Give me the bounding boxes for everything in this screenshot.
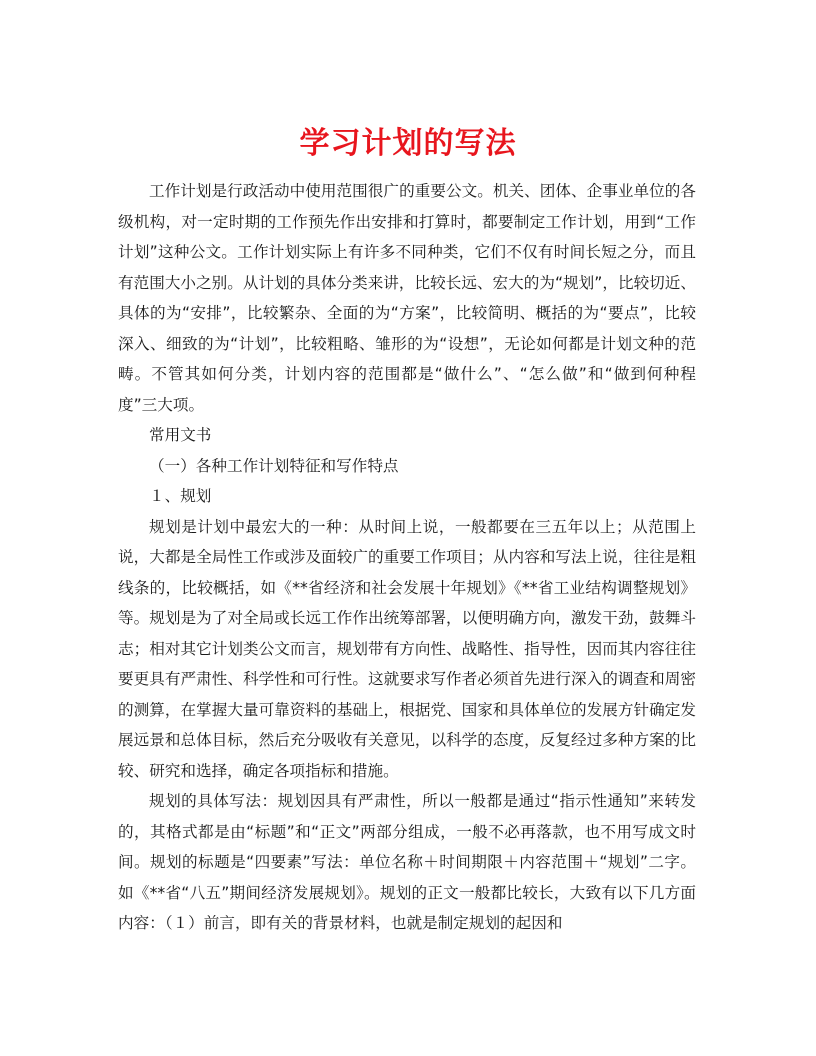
section-heading: （一）各种工作计划特征和写作特点 [149, 456, 399, 475]
document-title: 学习计划的写法 [299, 126, 517, 162]
planning-paragraph: 规划是计划中最宏大的一种：从时间上说，一般都要在三五年以上；从范围上说，大都是全局性工作或涉及面较广的重要工作项目；从内容和写法上说，往往是粗线条的，比较概括，如《**省经济和社会发展十年规划》《**省工业结构调整规划》等。规划是为了对全局或长远工作作出统筹部署，以便明确方向，激发干劲，鼓舞斗志；相对其它计划类公文而言，规划带有方向性、战略性、指导性，因而其内容往往要更具有严肃性、科学性和可行性。这就要求写作者必须首先进行深入的调查和周密的测算，在掌握大量可靠资料的基础上，根据党、国家和具体单位的发展方针确定发展远景和总体目标，然后充分吸收有关意见，以科学的态度，反复经过多种方案的比较、研究和选择，确定各项指标和措施。 [118, 517, 696, 780]
intro-paragraph: 工作计划是行政活动中使用范围很广的重要公文。机关、团体、企事业单位的各级机构，对一定时期的工作预先作出安排和打算时，都要制定工作计划，用到“工作计划”这种公文。工作计划实际上有许多不同种类，它们不仅有时间长短之分，而且有范围大小之别。从计划的具体分类来讲，比较长远、宏大的为“规划”，比较切近、具体的为“安排”，比较繁杂、全面的为“方案”，比较简明、概括的为“要点”，比较深入、细致的为“计划”，比较粗略、雏形的为“设想”，无论如何都是计划文种的范畴。不管其如何分类，计划内容的范围都是“做什么”、“怎么做”和“做到何种程度”三大项。 [118, 182, 696, 414]
subsection-heading: １、规划 [149, 487, 212, 505]
document-body [118, 176, 696, 939]
section-label: 常用文书 [149, 426, 212, 444]
planning-writing-paragraph: 规划的具体写法：规划因具有严肃性，所以一般都是通过“指示性通知”来转发的，其格式都是由“标题”和“正文”两部分组成，一般不必再落款，也不用写成文时间。规划的标题是“四要素”写法：单位名称＋时间期限＋内容范围＋“规划”二字。如《**省“八五”期间经济发展规划》。规划的正文一般都比较长，大致有以下几方面内容：（１）前言，即有关的背景材料，也就是制定规划的起因和 [118, 792, 696, 932]
